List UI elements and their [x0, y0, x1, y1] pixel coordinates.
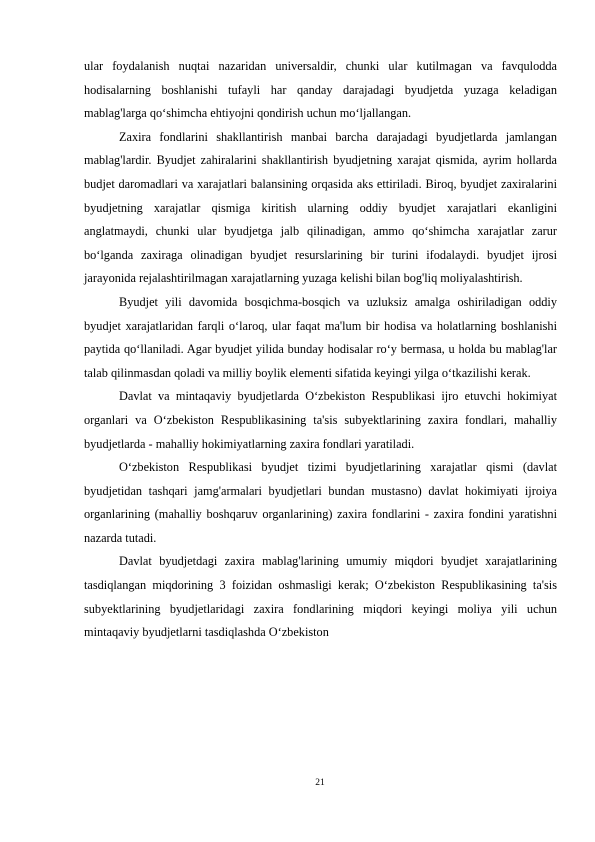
paragraph-4: Davlat va mintaqaviy byudjetlarda O‘zbekiston Respublikasi ijro etuvchi hokimiyat organlari va O‘zbekiston Respublikasining ta'sis subyektlarining zaxira fondlari, mahalliy byudjetlarda - mahalliy hokimiyatlarning zaxira fondlari yaratiladi.: [84, 389, 557, 451]
paragraph-5: O‘zbekiston Respublikasi byudjet tizimi byudjetlarining xarajatlar qismi (davlat byudjetidan tashqari jamg'armalari byudjetlari bundan mustasno) davlat hokimiyati ijroiya organlarining (mahalliy boshqaruv organlarining) zaxira fondlarini - zaxira fondini yaratishni nazarda tutadi.: [84, 460, 557, 545]
paragraph-2: Zaxira fondlarini shakllantirish manbai barcha darajadagi byudjetlarda jamlangan mablag'lardir. Byudjet zahiralarini shakllantirish byudjetning xarajat qismida, ayrim hollarda budjet daromadlari va xarajatlari balansining orqasida aks ettiriladi. Biroq, byudjet zaxiralarini byudjetning xarajatlar qismiga kiritish ularning oddiy byudjet xarajatlari ekanligini anglatmaydi, chunki ular byudjetga jalb qilinadigan, ammo qo‘shimcha xarajatlar zarur bo‘lganda zaxiraga olinadigan byudjet resurslarining bir turini ifodalaydi. byudjet ijrosi jarayonida rejalashtirilmagan xarajatlarning yuzaga kelishi bilan bog'liq moliyalashtirish.: [84, 129, 557, 286]
paragraph-1: ular foydalanish nuqtai nazaridan universaldir, chunki ular kutilmagan va favqulodda hodisalarning boshlanishi tufayli har qanday darajadagi byudjetda yuzaga keladigan mablag'larga qo‘shimcha ehtiyojni qondirish uchun mo‘ljallangan.: [84, 59, 557, 121]
page-number: 21: [315, 778, 325, 788]
paragraph-3: Byudjet yili davomida bosqichma-bosqich va uzluksiz amalga oshiriladigan oddiy byudjet xarajatlaridan farqli o‘laroq, ular faqat ma'lum bir hodisa va holatlarning boshlanishi paytida qo‘llaniladi. Agar byudjet yilida bunday hodisalar ro‘y bermasa, u holda bu mablag'lar talab qilinmasdan qoladi va milliy boylik elementi sifatida keyingi yilga o‘tkazilishi kerak.: [84, 294, 557, 380]
document-page: [84, 55, 557, 645]
paragraph-6: Davlat byudjetdagi zaxira mablag'larining umumiy miqdori byudjet xarajatlarining tasdiqlangan miqdorining 3 foizidan oshmasligi kerak; O‘zbekiston Respublikasining ta'sis subyektlarining byudjetlaridagi zaxira fondlarining miqdori keyingi moliya yili uchun mintaqaviy byudjetlarni tasdiqlashda O‘zbekiston: [84, 554, 557, 640]
